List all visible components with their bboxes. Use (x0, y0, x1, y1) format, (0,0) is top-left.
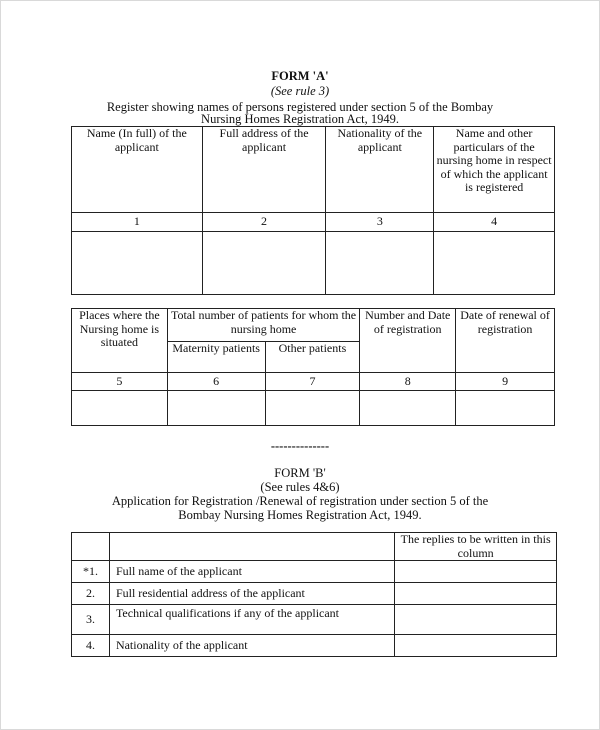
header-total-patients: Total number of patients for whom the nursing home (167, 309, 360, 342)
column-number: 2 (202, 213, 326, 232)
blank-cell (360, 391, 456, 426)
column-number: 1 (72, 213, 203, 232)
row-label-technical-qualifications: Technical qualifications if any of the applicant (109, 605, 394, 635)
row-number: 2. (72, 583, 110, 605)
reply-cell[interactable] (395, 583, 557, 605)
header-full-address: Full address of the applicant (202, 127, 326, 213)
form-a-description-line1: Register showing names of persons registered under section 5 of the Bombay (106, 100, 494, 114)
row-number: 3. (72, 605, 110, 635)
header-nursing-home-particulars: Name and other particulars of the nursing home in respect of which the applicant is registered (434, 127, 555, 213)
header-nationality: Nationality of the applicant (326, 127, 434, 213)
column-number: 9 (456, 373, 555, 391)
blank-cell (72, 232, 203, 295)
form-b-rule: (See rules 4&6) (260, 480, 340, 494)
row-number: *1. (72, 561, 110, 583)
header-maternity-patients: Maternity patients (167, 342, 265, 373)
column-number: 4 (434, 213, 555, 232)
form-a-title: FORM 'A' (271, 69, 329, 83)
form-b-description-line2: Bombay Nursing Homes Registration Act, 1949. (178, 508, 422, 522)
reply-cell[interactable] (395, 561, 557, 583)
form-b-title: FORM 'B' (274, 466, 326, 480)
application-table (71, 532, 557, 657)
column-number: 3 (326, 213, 434, 232)
header-other-patients: Other patients (265, 342, 360, 373)
header-number-date-registration: Number and Date of registration (360, 309, 456, 373)
blank-cell (202, 232, 326, 295)
header-places-situated: Places where the Nursing home is situated (72, 309, 168, 373)
blank-cell (167, 391, 265, 426)
form-a-description-line2: Nursing Homes Registration Act, 1949. (201, 112, 399, 126)
register-table-2 (71, 308, 555, 426)
row-label-residential-address: Full residential address of the applicant (109, 583, 394, 605)
header-date-renewal: Date of renewal of registration (456, 309, 555, 373)
blank-cell (434, 232, 555, 295)
blank-cell (72, 391, 168, 426)
form-a-rule: (See rule 3) (270, 84, 330, 98)
row-number: 4. (72, 635, 110, 657)
column-number: 7 (265, 373, 360, 391)
register-table-1 (71, 126, 555, 295)
row-label-nationality: Nationality of the applicant (109, 635, 394, 657)
reply-cell[interactable] (395, 635, 557, 657)
header-name-of-applicant: Name (In full) of the applicant (72, 127, 203, 213)
separator: -------------- (270, 439, 330, 453)
blank-cell (109, 533, 394, 561)
blank-cell (265, 391, 360, 426)
column-number: 8 (360, 373, 456, 391)
row-label-full-name: Full name of the applicant (109, 561, 394, 583)
blank-cell (326, 232, 434, 295)
header-replies-column: The replies to be written in this column (395, 533, 557, 561)
form-b-description-line1: Application for Registration /Renewal of registration under section 5 of the (111, 494, 489, 508)
column-number: 6 (167, 373, 265, 391)
blank-cell (72, 533, 110, 561)
reply-cell[interactable] (395, 605, 557, 635)
blank-cell (456, 391, 555, 426)
column-number: 5 (72, 373, 168, 391)
